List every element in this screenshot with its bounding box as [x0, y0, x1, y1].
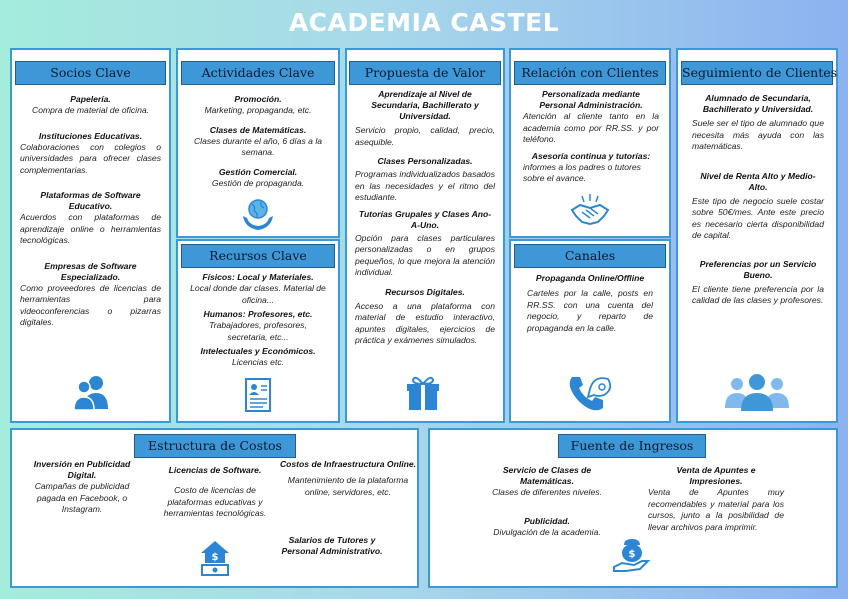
actividades-item-3-text: Gestión de propaganda.: [211, 177, 305, 188]
propuesta-item-2-heading: Clases Personalizadas.: [377, 156, 473, 166]
costos-item-3-text: Mantenimiento de la plataforma online, servidores, etc.: [287, 475, 409, 497]
seguimiento-item-2-heading: Nivel de Renta Alto y Medio-Alto.: [700, 170, 816, 192]
propuesta-valor-content: [355, 89, 495, 347]
socios-item-1-text: Compra de material de oficina.: [31, 105, 150, 115]
svg-text:$: $: [628, 549, 636, 560]
costos-col-4: [270, 535, 394, 557]
costos-col-2: [155, 465, 275, 520]
seguimiento-item-2-text: Este tipo de negocio suele costar sobre 50€/mes. Ante este precio es necesario cierta disponibilidad de capital.: [692, 195, 824, 240]
socios-item-3-heading: Plataformas de Software Educativo.: [40, 190, 141, 211]
recursos-item-3-text: Licencias etc.: [231, 357, 285, 367]
group-icon: [723, 372, 791, 412]
propuesta-item-3-heading: Tutorías Grupales y Clases Ano-A-Uno.: [358, 208, 492, 230]
canales-item-1-text: Carteles por la calle, posts en RR.SS. con una cuenta del negocio, y reparto de propaganda en la calle.: [527, 288, 653, 333]
seguimiento-item-3-text: El cliente tiene preferencia por la calidad de las clases y profesores.: [692, 283, 824, 305]
ingresos-item-2-text: Divulgación de la academia.: [493, 526, 601, 537]
globe-hands-icon: [241, 198, 275, 232]
propuesta-item-4-heading: Recursos Digitales.: [385, 286, 465, 297]
costos-item-1-text: Campañas de publicidad pagada en Facebook, o Instagram.: [34, 481, 130, 514]
seguimiento-item-3-heading: Preferencias por un Servicio Bueno.: [699, 258, 817, 280]
phone-icon: [566, 373, 616, 415]
relacion-item-1-text: Atención al cliente tanto en la academia como por RR.SS. y por teléfono.: [523, 111, 659, 144]
relacion-item-1-heading: Personalizada mediante Personal Administración.: [539, 89, 643, 110]
costos-col-1: [22, 459, 142, 516]
header-actividades-clave: Actividades Clave: [181, 61, 335, 85]
header-estructura-costos: Estructura de Costos: [134, 434, 296, 458]
header-canales: Canales: [514, 244, 666, 268]
gift-icon: [405, 374, 441, 412]
propuesta-item-1-heading: Aprendizaje al Nivel de Secundaria, Bachillerato y Universidad.: [371, 89, 479, 121]
costos-col-3: [278, 459, 418, 498]
relacion-clientes-content: [523, 89, 659, 185]
socios-item-1-heading: Papelería.: [70, 94, 111, 104]
ingresos-item-3-heading: Venta de Apuntes e Impresiones.: [676, 465, 756, 486]
relacion-item-2-heading: Asesoría continua y tutorías:: [531, 150, 651, 161]
costos-item-3-heading: Costos de Infraestructura Online.: [279, 459, 417, 469]
ingresos-col-1: [482, 465, 612, 538]
ingresos-item-3-text: Venta de Apuntes muy recomendables y material para los cursos, junto a la posibilidad de llevar archivos para imprimir.: [648, 487, 784, 532]
header-socios-clave: Socios Clave: [15, 61, 166, 85]
socios-item-3-text: Acuerdos con plataformas de aprendizaje online o herramientas tecnológicas.: [20, 212, 161, 245]
header-propuesta-valor: Propuesta de Valor: [349, 61, 501, 85]
propuesta-item-1-text: Servicio propio, calidad, precio, asequible.: [355, 125, 495, 147]
actividades-item-1-heading: Promoción.: [234, 94, 282, 104]
canales-item-1-heading: Propaganda Online/Offline: [535, 273, 645, 283]
ingresos-col-2: [648, 465, 784, 533]
actividades-item-2-heading: Clases de Matemáticas.: [209, 124, 307, 135]
socios-item-4-heading: Empresas de Software Especializado.: [44, 260, 137, 282]
house-money-icon: [199, 539, 231, 577]
canales-content: [527, 273, 653, 334]
socios-item-4-text: Como proveedores de licencias de herramientas para videoconferencias o pizarras digitales.: [20, 282, 161, 327]
seguimiento-clientes-content: [692, 93, 824, 307]
actividades-clave-content: [188, 94, 328, 189]
propuesta-item-2-text: Programas individualizados basados en las necesidades y el ritmo del estudiante.: [355, 169, 495, 202]
handshake-icon: [570, 192, 610, 228]
ingresos-item-2-heading: Publicidad.: [524, 515, 570, 526]
header-seguimiento-clientes: Seguimiento de Clientes: [681, 61, 833, 85]
socios-item-2-heading: Instituciones Educativas.: [38, 130, 143, 141]
relacion-item-2-text: informes a los padres o tutores sobre el avance.: [523, 161, 641, 183]
actividades-item-1-text: Marketing, propaganda, etc.: [204, 105, 312, 115]
header-recursos-clave: Recursos Clave: [181, 244, 335, 268]
users-icon: [72, 373, 110, 411]
document-icon: [241, 377, 275, 413]
recursos-clave-content: [188, 272, 328, 369]
seguimiento-item-1-text: Suele ser el tipo de alumnado que necesita más ayuda con las matemáticas.: [692, 118, 824, 151]
ingresos-item-1-heading: Servicio de Clases de Matemáticas.: [502, 465, 592, 486]
recursos-item-2-text: Trabajadores, profesores, secretaria, etc...: [209, 320, 307, 342]
recursos-item-1-heading: Físicos: Local y Materiales.: [202, 272, 314, 282]
costos-item-4-heading: Salarios de Tutores y Personal Administrativo.: [281, 535, 383, 556]
socios-clave-content: [20, 94, 161, 329]
actividades-item-3-heading: Gestión Comercial.: [218, 166, 298, 177]
header-fuente-ingresos: Fuente de Ingresos: [558, 434, 706, 458]
ingresos-item-1-text: Clases de diferentes niveles.: [492, 487, 602, 497]
costos-item-2-heading: Licencias de Software.: [168, 465, 262, 475]
money-hand-icon: [612, 533, 652, 575]
svg-text:$: $: [211, 552, 219, 563]
costos-item-2-text: Costo de licencias de plataformas educativas y herramientas tecnológicas.: [163, 485, 267, 518]
seguimiento-item-1-heading: Alumnado de Secundaria, Bachillerato y Universidad.: [702, 93, 814, 114]
recursos-item-3-heading: Intelectuales y Económicos.: [200, 346, 316, 356]
actividades-item-2-text: Clases durante el año, 6 días a la semana.: [193, 135, 323, 157]
recursos-item-2-heading: Humanos: Profesores, etc.: [203, 309, 313, 319]
recursos-item-1-text: Local donde dar clases. Material de oficina...: [190, 283, 326, 305]
header-relacion-clientes: Relación con Clientes: [514, 61, 666, 85]
propuesta-item-3-text: Opción para clases particulares personalizadas o en grupos pequeños, lo que mejora la atención individual.: [355, 232, 495, 277]
costos-item-1-heading: Inversión en Publicidad Digital.: [33, 459, 131, 480]
propuesta-item-4-text: Acceso a una plataforma con material de estudio interactivo, apuntes digitales, ejercicios de práctica y exámenes simulados.: [355, 300, 495, 345]
page-title: ACADEMIA CASTEL: [288, 8, 560, 37]
socios-item-2-text: Colaboraciones con colegios o universidades para ofrecer clases complementarias.: [20, 141, 161, 175]
